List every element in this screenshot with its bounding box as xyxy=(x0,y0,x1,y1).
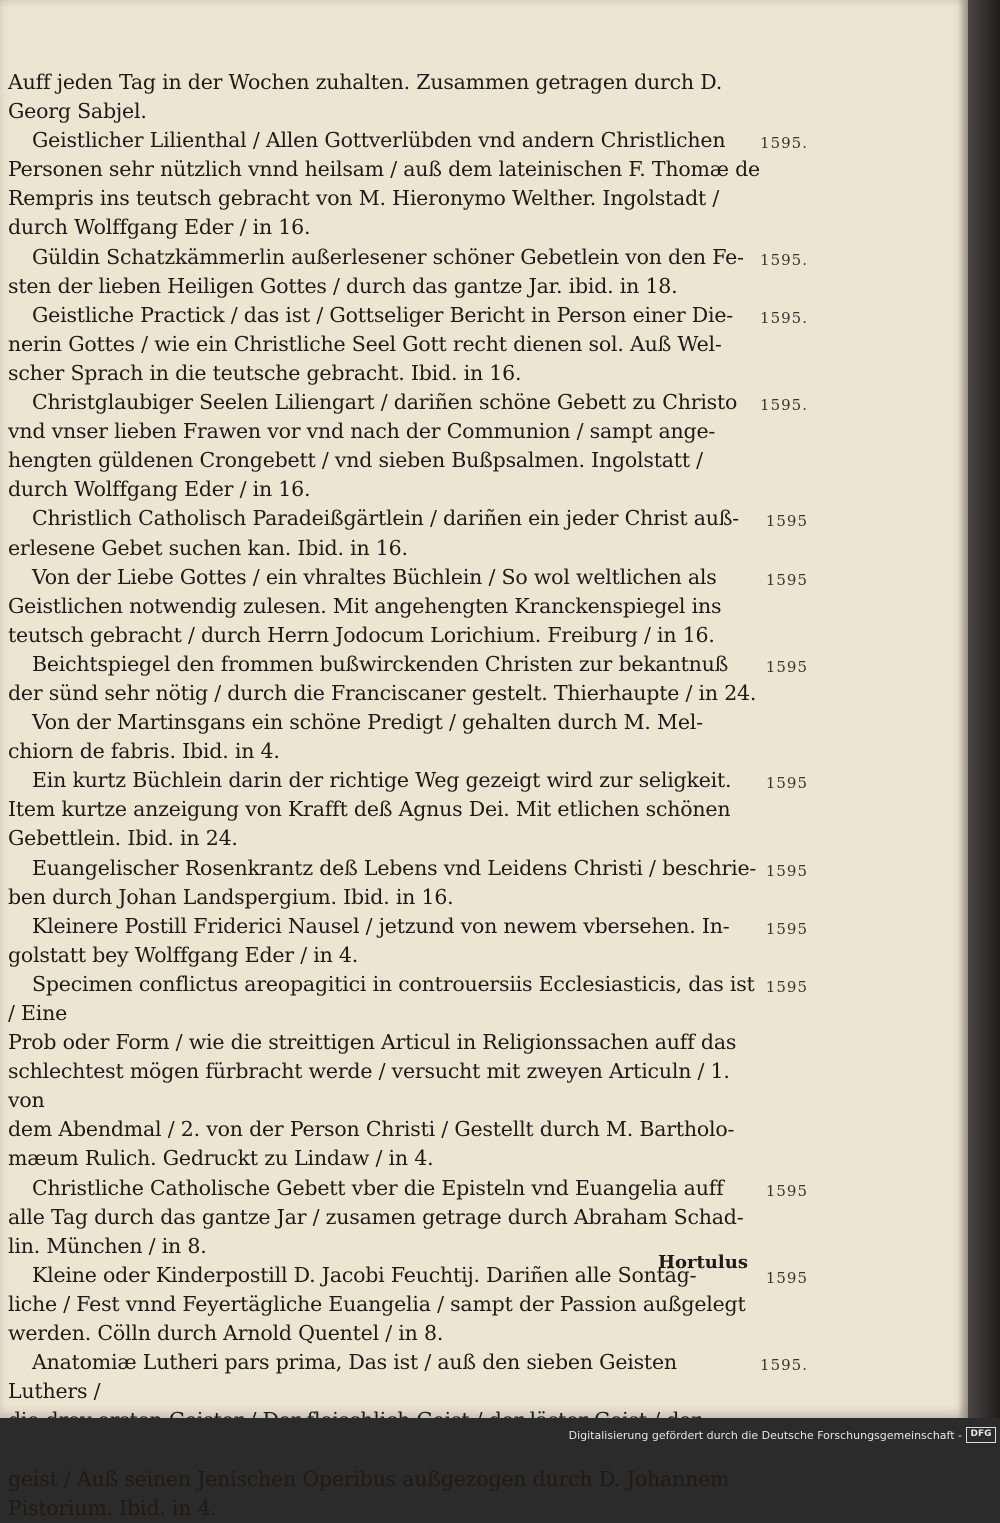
entry-text: Specimen conflictus areopagitici in controuersiis Ecclesiasticis, das ist / Eine Prob oder Form / wie die streittigen Articul in Religionssachen auff das schlechtest mögen fürbracht werde / versucht mit zweyen Articuln / 1. von dem Abendmal / 2. von der Person Christi / Gestellt durch M. Bartholo- mæum Rulich. Gedruckt zu Lindaw / in 4. xyxy=(8,971,755,1171)
entry-text: Güldin Schatzkämmerlin außerlesener schöner Gebetlein von den Fe- sten der lieben Heiligen Gottes / durch das gantze Jar. ibid. in 18. xyxy=(8,244,744,298)
footer-bar xyxy=(0,1418,1000,1456)
entry-year: 1595. xyxy=(760,250,808,269)
entry-text: Von der Martinsgans ein schöne Predigt / gehalten durch M. Mel- chiorn de fabris. Ibid. in 4. xyxy=(8,710,703,764)
entry-year: 1595 xyxy=(765,1181,808,1200)
entry-text: Euangelischer Rosenkrantz deß Lebens vnd Leidens Christi / beschrie- ben durch Johan Landspergium. Ibid. in 16. xyxy=(8,855,757,909)
entry-year: 1595. xyxy=(760,1356,808,1375)
entry-text: Kleine oder Kinderpostill D. Jacobi Feuchtij. Dariñen alle Sontäg- liche / Fest vnnd Feyertägliche Euangelia / sampt der Passion außgelegt werden. Cölln durch Arnold Quentel / in 8. xyxy=(8,1262,746,1346)
book-entry xyxy=(8,912,958,970)
entry-year: 1595 xyxy=(765,919,808,938)
book-entry xyxy=(8,126,958,242)
entry-year: 1595 xyxy=(765,657,808,676)
book-entry xyxy=(8,970,958,1174)
book-entry-list xyxy=(8,68,958,1523)
entry-year: 1595 xyxy=(765,774,808,793)
book-entry xyxy=(8,563,958,650)
entry-text: Ein kurtz Büchlein darin der richtige Weg gezeigt wird zur seligkeit. Item kurtze anzeigung von Krafft deß Agnus Dei. Mit etlichen schönen Gebettlein. Ibid. in 24. xyxy=(8,768,732,851)
book-spine xyxy=(968,0,1000,1418)
funding-notice: Digitalisierung gefördert durch die Deutsche Forschungsgemeinschaft - xyxy=(568,1429,962,1442)
entry-text: Kleinere Postill Friderici Nausel / jetzund von newem vbersehen. In- golstatt bey Wolffgang Eder / in 4. xyxy=(8,913,730,967)
entry-text: Christliche Catholische Gebett vber die Episteln vnd Euangelia auff alle Tag durch das gantze Jar / zusamen getrage durch Abraham Schad- lin. München / in 8. xyxy=(8,1175,744,1258)
entry-year: 1595. xyxy=(760,308,808,327)
dfg-logo-icon: DFG xyxy=(966,1427,996,1443)
page-edge-shadow xyxy=(958,0,968,1418)
entry-text: Auff jeden Tag in der Wochen zuhalten. Zusammen getragen durch D. Georg Sabjel. xyxy=(8,70,723,124)
book-entry xyxy=(8,708,958,766)
entry-text: Christglaubiger Seelen Liliengart / dariñen schöne Gebett zu Christo vnd vnser lieben Frawen vor vnd nach der Communion / sampt ange- hengten güldenen Crongebett / vnd sieben Bußpsalmen. Ingolstatt / durch Wolffgang Eder / in 16. xyxy=(8,390,738,502)
book-entry xyxy=(8,504,958,562)
entry-year: 1595 xyxy=(765,1268,808,1287)
book-entry xyxy=(8,301,958,388)
book-entry xyxy=(8,1261,958,1348)
book-entry xyxy=(8,1174,958,1261)
entry-year: 1595 xyxy=(765,512,808,531)
book-entry xyxy=(8,650,958,708)
book-entry xyxy=(8,68,958,126)
entry-text: Beichtspiegel den frommen bußwirckenden Christen zur bekantnuß der sünd sehr nötig / durch die Franciscaner gestelt. Thierhaupte / in 24. xyxy=(8,651,757,705)
entry-year: 1595 xyxy=(765,977,808,996)
entry-text: Geistliche Practick / das ist / Gottseliger Bericht in Person einer Die- nerin Gottes / wie ein Christliche Seel Gott recht dienen sol. Auß Wel- scher Sprach in die teutsche gebracht. Ibid. in 16. xyxy=(8,302,734,385)
book-entry xyxy=(8,243,958,301)
entry-year: 1595. xyxy=(760,396,808,415)
book-entry xyxy=(8,388,958,504)
book-entry xyxy=(8,766,958,853)
entry-text: Christlich Catholisch Paradeißgärtlein / dariñen ein jeder Christ auß- erlesene Gebet suchen kan. Ibid. in 16. xyxy=(8,506,740,560)
entry-text: Geistlicher Lilienthal / Allen Gottverlübden vnd andern Christlichen Personen sehr nützlich vnnd heilsam / auß dem lateinischen F. Thomæ de Rempris ins teutsch gebracht von M. Hieronymo Welther. Ingolstadt / durch Wolffgang Eder / in 16. xyxy=(8,128,760,240)
entry-text: Von der Liebe Gottes / ein vhraltes Büchlein / So wol weltlichen als Geistlichen notwendig zulesen. Mit angehengten Kranckenspiegel ins teutsch gebracht / durch Herrn Jodocum Lorichium. Freiburg / in 16. xyxy=(8,564,722,647)
entry-text: Anatomiæ Lutheri pars prima, Das ist / auß den sieben Geisten Luthers / geist / Auß seinen Jenischen Operibus außgezogen durch D. Johannem Pistorium. Ibid. in 4. xyxy=(8,1350,730,1520)
book-entry xyxy=(8,854,958,912)
entry-year: 1595 xyxy=(765,570,808,589)
catchword: Hortulus xyxy=(658,1252,748,1273)
entry-year: 1595. xyxy=(760,134,808,153)
entry-year: 1595 xyxy=(765,861,808,880)
